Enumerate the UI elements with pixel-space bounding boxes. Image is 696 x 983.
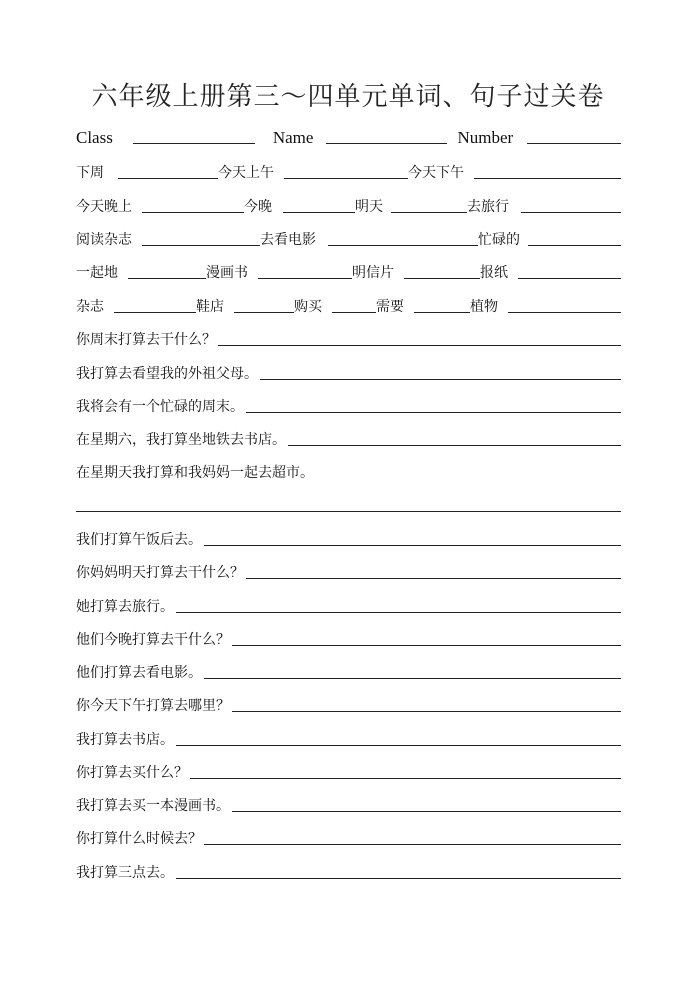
vocab-blank[interactable] [391,211,467,213]
sentence-prompt: 在星期六，我打算坐地铁去书店。 [76,432,286,448]
vocab-blank[interactable] [474,177,621,179]
number-field[interactable] [527,142,621,144]
sentence-prompt: 你周末打算去干什么？ [76,332,216,348]
answer-line[interactable] [190,777,621,779]
vocab-row [76,296,621,316]
vocab-label: 明天 [355,199,383,215]
vocab-blank[interactable] [284,177,408,179]
class-label: Class [76,128,113,147]
sentence-prompt: 他们打算去看电影。 [76,665,202,681]
number-label: Number [457,128,514,147]
sentence-row [76,462,621,482]
vocab-blank[interactable] [328,244,478,246]
answer-line[interactable] [218,344,621,346]
sentence-row [76,429,621,449]
class-field[interactable] [133,142,255,144]
vocab-blank[interactable] [258,277,352,279]
vocab-blank[interactable] [118,177,218,179]
vocab-label: 植物 [470,299,498,315]
vocab-blank[interactable] [234,311,294,313]
sentence-row [76,828,621,848]
sentence-prompt: 我打算去书店。 [76,732,174,748]
vocab-blank[interactable] [404,277,480,279]
sentence-row [76,729,621,749]
sentence-prompt: 你打算什么时候去？ [76,831,202,847]
sentence-prompt: 我将会有一个忙碌的周末。 [76,399,244,415]
sentence-prompt: 她打算去旅行。 [76,599,174,615]
vocab-blank[interactable] [528,244,621,246]
vocab-row [76,196,621,216]
vocab-label: 下周 [76,165,104,181]
answer-line[interactable] [232,810,621,812]
sentence-prompt: 你妈妈明天打算去干什么？ [76,565,244,581]
sentence-prompt: 我打算三点去。 [76,865,174,881]
vocab-blank[interactable] [114,311,196,313]
vocab-label: 忙碌的 [478,232,520,248]
vocab-blank[interactable] [332,311,376,313]
vocab-label: 今天下午 [408,165,464,181]
sentence-row [76,396,621,416]
sentence-prompt: 你今天下午打算去哪里？ [76,698,230,714]
vocab-blank[interactable] [142,244,260,246]
vocab-label: 去旅行 [467,199,509,215]
worksheet-title: 六年级上册第三～四单元单词、句子过关卷 [91,82,605,112]
sentence-prompt: 我们打算午饭后去。 [76,532,202,548]
vocab-label: 漫画书 [206,265,248,281]
sentence-row [76,329,621,349]
vocab-blank[interactable] [128,277,206,279]
vocab-label: 一起地 [76,265,118,281]
vocab-label: 今天晚上 [76,199,132,215]
answer-line[interactable] [246,577,621,579]
sentence-prompt: 他们今晚打算去干什么？ [76,632,230,648]
sentence-row [76,662,621,682]
sentence-row [76,363,621,383]
answer-line[interactable] [176,744,621,746]
sentence-row [76,862,621,882]
sentence-prompt: 我打算去买一本漫画书。 [76,798,230,814]
name-label: Name [272,128,314,147]
answer-line[interactable] [246,411,621,413]
vocab-label: 购买 [294,299,322,315]
vocab-row [76,262,621,282]
answer-line[interactable] [76,511,621,512]
answer-line[interactable] [288,444,621,446]
sentence-row [76,795,621,815]
vocab-blank[interactable] [518,277,621,279]
answer-line[interactable] [232,710,621,712]
vocab-blank[interactable] [508,311,621,313]
vocab-label: 今天上午 [218,165,274,181]
vocab-label: 阅读杂志 [76,232,132,248]
sentence-row [76,562,621,582]
vocab-blank[interactable] [414,311,470,313]
answer-line[interactable] [204,544,621,546]
sentence-prompt: 在星期天我打算和我妈妈一起去超市。 [76,465,314,481]
vocab-label: 今晚 [244,199,272,215]
vocab-blank[interactable] [142,211,244,213]
sentence-row [76,596,621,616]
vocab-row [76,229,621,249]
answer-line[interactable] [204,843,621,845]
sentence-row [76,529,621,549]
student-info-row [76,127,621,147]
vocab-label: 鞋店 [196,299,224,315]
answer-line[interactable] [260,378,621,380]
sentence-prompt: 我打算去看望我的外祖父母。 [76,366,258,382]
vocab-label: 去看电影 [260,232,316,248]
vocab-label: 杂志 [76,299,104,315]
vocab-label: 明信片 [352,265,394,281]
vocab-blank[interactable] [521,211,621,213]
sentence-prompt: 你打算去买什么？ [76,765,188,781]
answer-line[interactable] [176,877,621,879]
vocab-row [76,162,621,182]
name-field[interactable] [326,142,447,144]
answer-line[interactable] [204,677,621,679]
vocab-blank[interactable] [283,211,355,213]
sentence-row [76,629,621,649]
sentence-row [76,695,621,715]
sentence-row [76,762,621,782]
vocab-label: 需要 [376,299,404,315]
answer-line[interactable] [232,644,621,646]
vocab-label: 报纸 [480,265,508,281]
answer-line[interactable] [176,611,621,613]
